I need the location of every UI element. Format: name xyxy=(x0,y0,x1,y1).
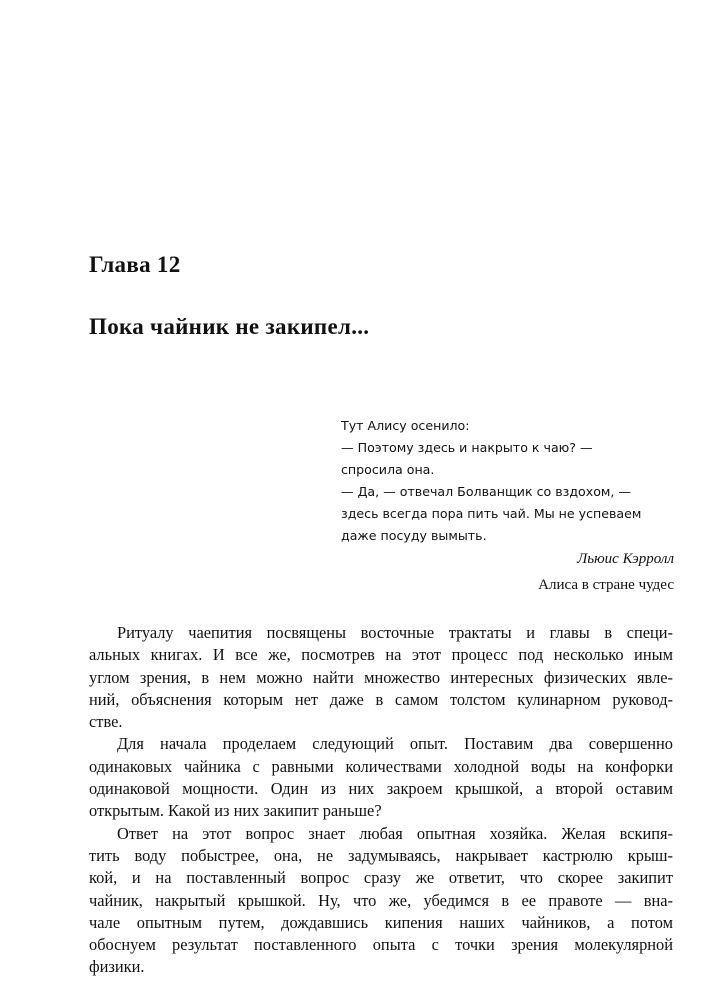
body-text xyxy=(89,622,673,979)
epigraph-line: Тут Алису осенило: xyxy=(341,418,470,433)
text-line: открытым. Какой из них закипит раньше? xyxy=(89,801,382,821)
text-line: кой, и на поставленный вопрос сразу же ответит, что скорее закипит xyxy=(89,868,673,888)
chapter-number: Глава 12 xyxy=(89,252,181,277)
text-line: стве. xyxy=(89,712,123,732)
epigraph xyxy=(341,415,676,547)
text-line: одинаковых чайника с равными количествами холодной воды на конфорки xyxy=(89,756,673,776)
text-line: одинаковой мощности. Один из них закроем крышкой, а второй оставим xyxy=(89,779,673,799)
text-line: обоснуем результат поставленного опыта с точки зрения молекулярной xyxy=(89,935,673,955)
text-line: Ответ на этот вопрос знает любая опытная хозяйка. Желая вскипя- xyxy=(117,823,673,843)
text-line: чайник, накрытый крышкой. Ну, что же, убедимся в ее правоте — вна- xyxy=(89,890,673,910)
epigraph-source: Алиса в стране чудес xyxy=(538,577,674,593)
epigraph-line: даже посуду вымыть. xyxy=(341,528,487,543)
text-line: физики. xyxy=(89,957,145,977)
epigraph-line: спросила она. xyxy=(341,462,435,477)
text-line: Ритуалу чаепития посвящены восточные трактаты и главы в специ- xyxy=(117,623,673,642)
text-line: чале опытным путем, дождавшись кипения наших чайников, а потом xyxy=(89,912,673,932)
epigraph-line: — Поэтому здесь и накрыто к чаю? — xyxy=(341,440,593,455)
paragraph xyxy=(89,733,673,822)
text-line: альных книгах. И все же, посмотрев на этот процесс под несколько иным xyxy=(89,645,673,665)
text-line: Для начала проделаем следующий опыт. Поставим два совершенно xyxy=(117,734,673,754)
text-line: углом зрения, в нем можно найти множество интересных физических явле- xyxy=(89,667,673,687)
epigraph-line: — Да, — отвечал Болванщик со вздохом, — xyxy=(341,484,632,499)
epigraph-line: здесь всегда пора пить чай. Мы не успеваем xyxy=(341,506,642,521)
paragraph xyxy=(89,823,673,979)
chapter-title: Пока чайник не закипел... xyxy=(89,314,370,339)
epigraph-author: Льюис Кэрролл xyxy=(577,551,674,567)
text-line: ний, объяснения которым нет даже в самом толстом кулинарном руковод- xyxy=(89,689,673,709)
epigraph-attribution xyxy=(538,546,674,598)
text-line: тить воду побыстрее, она, не задумываясь, накрывает кастрюлю крыш- xyxy=(89,845,673,865)
paragraph xyxy=(89,622,673,733)
